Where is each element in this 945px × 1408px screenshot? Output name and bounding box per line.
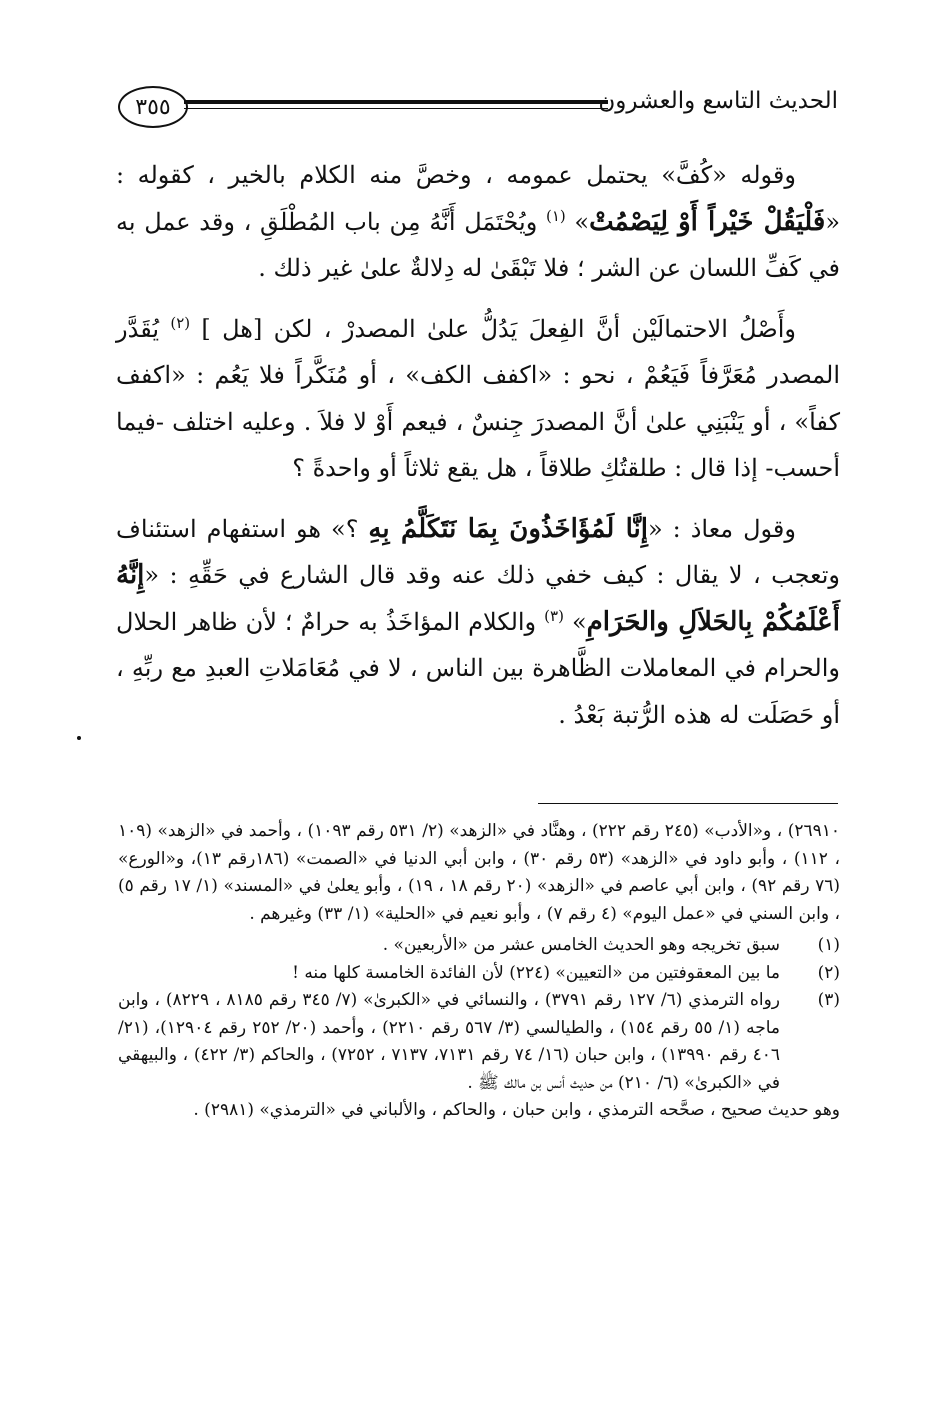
text-segment: وأَصْلُ الاحتمالَيْن أنَّ الفِعلَ يَدُلُّ علىٰ المصدرْ ، لكن [هل ] <box>190 314 796 343</box>
text-segment: » <box>563 607 587 636</box>
page-number: ٣٥٥ <box>135 94 171 120</box>
body-paragraph <box>116 506 840 739</box>
main-text <box>116 152 840 738</box>
footnote-ref: (٢) <box>170 313 191 332</box>
footnote-ref: (١) <box>545 206 566 225</box>
footnote-ref: (٣) <box>544 606 564 625</box>
header-rule-thick <box>184 100 608 104</box>
page-number-badge <box>118 86 188 128</box>
footnote-continuation: ٢٦٩١٠) ، و«الأدب» (٢٤٥ رقم ٢٢٢) ، وهنَّاد في «الزهد» (٢/ ٥٣١ رقم ١٠٩٣) ، وأحمد في «الزهد» (١٠٩ ، ١١٢) ، وأبو داود في «الزهد» (٥٣ رقم ٣٠) ، وابن أبي الدنيا في «الصمت» (١٨٦رقم ١٣)، و«الورع» (٧٦ رقم ٩٢) ، وابن أبي عاصم في «الزهد» (٢٠ رقم ١٨ ، ١٩) ، وأبو يعلىٰ في «المسند» (١/ ١٧ رقم ٥) ، وابن السني في «عمل اليوم» (٤ رقم ٧) ، وأبو نعيم في «الحلية» (١/ ٣٣) وغيرهم . <box>118 821 841 924</box>
footnote-number: (٢) <box>817 962 840 983</box>
text-segment: والكلام المؤاخَذُ به حرامٌ ؛ لأن ظاهر الحلال والحرام في المعاملات الظَّاهرة بين الناس ، لا في مُعَامَلاتِ العبدِ مع ربِّهِ ، أو حَصَلَت له هذه الرُّتبة بَعْدُ . <box>116 607 840 729</box>
text-segment: يُقَدَّر المصدر مُعَرَّفاً فَيَعُمْ ، نحو : «اكفف الكف» ، أو مُنَكَّراً فلا يَعُم : «اكفف كفاً» ، أو يَنْبَنِي علىٰ أنَّ المصدرَ جِنسٌ ، فيعم أَوْ لا فلاَ . وعليه اختلف -فيما أحسب- إذا قال : طلقتُكِ طلاقاً ، هل يقع ثلاثاً أو واحدةً ؟ <box>116 314 840 482</box>
footnote-text: رواه الترمذي (٦/ ١٢٧ رقم ٣٧٩١) ، والنسائي في «الكبرىٰ» (٧/ ٣٤٥ رقم ٨١٨٥ ، ٨٢٢٩) ، وابن ماجه (١/ ٥٥ رقم ١٥٤) ، والطيالسي (٣/ ٥٦٧ رقم ٢٢١٠) ، وأحمد (٢٠/ ٢٥٢ رقم ١٢٩٠٤)، (٢١/ ٤٠٦ رقم ١٣٩٩٠) ، وابن حبان (١٦/ ٧٤ رقم ٧١٣١، ٧١٣٧ ، ٧٢٥٢) ، والحاكم (٣/ ٤٢٢) ، والبيهقي في «الكبرىٰ» (٦/ ٢١٠) من حديث أنس بن مالك ﷺ . <box>118 990 781 1093</box>
footnote-text: ما بين المعقوفتين من «التعيين» (٢٢٤) لأن الفائدة الخامسة كلها منه ! <box>292 962 780 983</box>
footnote-number: (٣) <box>817 990 840 1010</box>
text-segment: ويُحْتَمَل أَنَّهُ مِن باب المُطْلَقِ ، وقد عمل به في كَفِّ اللسان عن الشر ؛ فلا تَبْقَىٰ له دِلالةٌ علىٰ غير ذلك . <box>116 207 840 282</box>
chapter-title: الحديث التاسع والعشرون <box>598 88 838 114</box>
text-segment: ؟» هو استفهام استئناف وتعجب ، لا يقال : كيف خفي ذلك عنه وقد قال الشارع في حَقِّهِ : « <box>116 514 840 589</box>
footnote-text: سبق تخريجه وهو الحديث الخامس عشر من «الأربعين» . <box>382 935 780 955</box>
hadith-quote: إِنَّا لَمُؤَاخَذُونَ بِمَا نَتَكَلَّمُ بِهِ <box>368 513 649 544</box>
header-rule-thin <box>184 108 608 109</box>
text-segment: وقوله «كُفَّ» يحتمل عمومه ، وخصَّ منه الكلام بالخير ، كقوله : « <box>116 161 841 236</box>
footnote-2 <box>118 960 840 988</box>
hadith-quote: إِنَّهُ أَعْلَمُكُمْ بِالحَلاَلِ والحَرَامِ <box>116 560 841 637</box>
text-segment: وقول معاذ : « <box>648 514 796 543</box>
footnote-1 <box>118 932 840 960</box>
header-rule <box>184 100 608 112</box>
hadith-quote: فَلْيَقُلْ خَيْراً أَوْ لِيَصْمُتْ <box>589 206 826 237</box>
body-paragraph <box>116 306 840 492</box>
margin-dot <box>77 736 81 740</box>
body-paragraph <box>116 152 840 292</box>
page-header <box>118 86 838 128</box>
text-segment: » <box>565 207 590 236</box>
footnote-separator <box>538 803 838 804</box>
footnote-3 <box>118 987 840 1097</box>
footnote-3-remark: وهو حديث صحيح ، صحَّحه الترمذي ، وابن حبان ، والحاكم ، والألباني في «الترمذي» (٢٩٨١) . <box>193 1100 840 1120</box>
footnote-number: (١) <box>817 935 840 955</box>
footnotes <box>118 818 840 1125</box>
